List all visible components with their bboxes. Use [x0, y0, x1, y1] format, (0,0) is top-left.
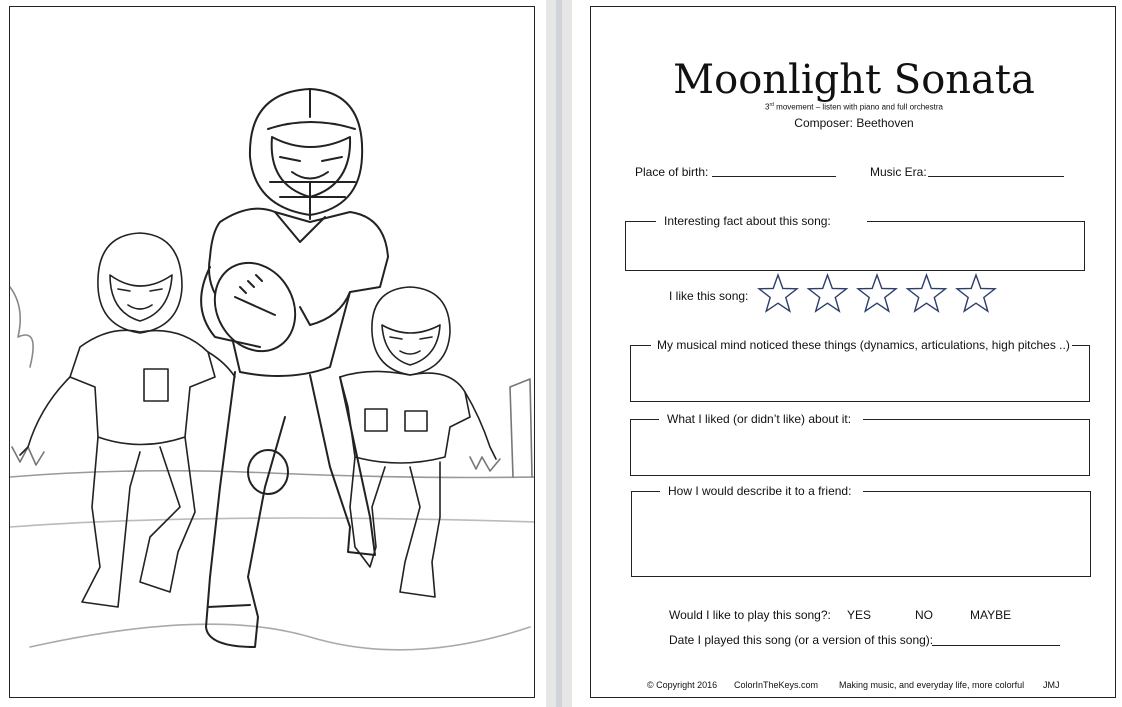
football-players-illustration	[10, 7, 535, 698]
footer-tagline: Making music, and everyday life, more colorful	[839, 680, 1025, 690]
listening-worksheet-page	[590, 6, 1116, 698]
rating-star-3-icon[interactable]	[858, 275, 896, 311]
page-gutter	[546, 0, 572, 707]
liked-box[interactable]	[630, 412, 1090, 476]
right-player	[340, 287, 496, 597]
musical-mind-label: My musical mind noticed these things (dynamics, articulations, high pitches ..)	[651, 338, 1072, 352]
interesting-fact-label: Interesting fact about this song:	[656, 214, 867, 228]
rating-star-4-icon[interactable]	[908, 275, 946, 311]
place-of-birth-label: Place of birth:	[635, 165, 709, 179]
play-question-label: Would I like to play this song?:	[669, 608, 831, 622]
option-maybe[interactable]: MAYBE	[970, 608, 1012, 622]
rating-star-5-icon[interactable]	[957, 275, 995, 311]
footer-initials: JMJ	[1043, 680, 1060, 690]
describe-box[interactable]	[631, 484, 1091, 577]
rating-star-2-icon[interactable]	[809, 275, 847, 311]
describe-label: How I would describe it to a friend:	[660, 484, 863, 498]
coloring-illustration-page	[9, 6, 535, 698]
subtitle-text: movement – listen with piano and full orchestra	[773, 102, 943, 112]
star-rating[interactable]	[591, 7, 1117, 327]
option-no[interactable]: NO	[915, 608, 933, 622]
footer-copyright: © Copyright 2016	[647, 680, 718, 690]
play-options	[591, 608, 1117, 624]
worksheet-title: Moonlight Sonata	[673, 57, 1035, 103]
footer-site: ColorInTheKeys.com	[734, 680, 819, 690]
music-era-label: Music Era:	[870, 165, 927, 179]
date-field[interactable]	[932, 645, 1060, 646]
subtitle-ordinal: rd	[769, 102, 774, 108]
liked-label: What I liked (or didn’t like) about it:	[659, 412, 863, 426]
composer-line: Composer: Beethoven	[794, 116, 914, 130]
subtitle-number: 3	[765, 102, 770, 112]
date-label: Date I played this song (or a version of this song):	[669, 633, 934, 647]
rating-star-1-icon[interactable]	[759, 275, 797, 311]
like-song-label: I like this song:	[669, 289, 749, 303]
option-yes[interactable]: YES	[847, 608, 872, 622]
gutter-divider	[556, 0, 562, 707]
musical-mind-box[interactable]	[630, 338, 1090, 402]
